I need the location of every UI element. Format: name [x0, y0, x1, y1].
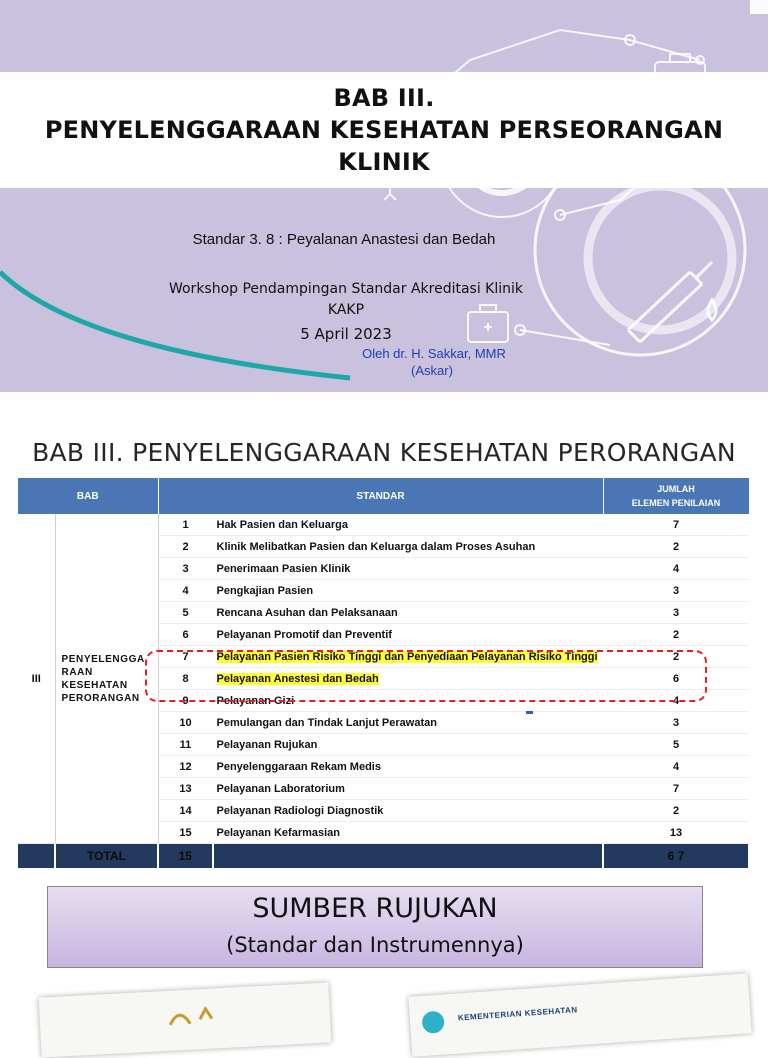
- standard-number: 9: [158, 690, 213, 712]
- section-name-line: PERORANGAN: [61, 692, 140, 704]
- element-count: 3: [603, 712, 749, 734]
- standard-name: Hak Pasien dan Keluarga: [216, 518, 348, 531]
- author-line: Oleh dr. H. Sakkar, MMR: [362, 346, 506, 361]
- blue-marker: [526, 711, 533, 714]
- slide-separator: [0, 392, 768, 412]
- emblem-icon: [39, 982, 331, 1037]
- reference-subtitle: (Standar dan Instrumennya): [226, 933, 524, 957]
- element-count: 13: [603, 822, 749, 844]
- total-blank-name: [213, 844, 604, 869]
- standard-number: 5: [158, 602, 213, 624]
- element-count: 7: [603, 514, 749, 536]
- highlighted-standard-name: Pelayanan Anestesi dan Bedah: [216, 672, 379, 685]
- reference-book-right: [408, 973, 751, 1057]
- standard-name: Pelayanan Rujukan: [216, 738, 318, 751]
- standard-name: Pelayanan Gizi: [216, 694, 295, 707]
- standard-name-cell: [213, 734, 604, 756]
- column-header-standar: STANDAR: [158, 478, 603, 514]
- column-header-jumlah-line1: JUMLAH: [657, 484, 695, 494]
- standard-number: 12: [158, 756, 213, 778]
- element-count: 4: [603, 756, 749, 778]
- standard-name-cell: [213, 514, 604, 536]
- element-count: 4: [603, 558, 749, 580]
- standard-number: 2: [158, 536, 213, 558]
- total-row: [18, 844, 749, 869]
- standard-name: Penyelenggaraan Rekam Medis: [216, 760, 381, 773]
- reference-title-box: [47, 886, 703, 968]
- element-count: 6: [603, 668, 749, 690]
- standard-name: Pengkajian Pasien: [216, 584, 314, 597]
- section-name-line: KESEHATAN: [61, 679, 128, 691]
- standard-number: 7: [158, 646, 213, 668]
- section-name-line: PENYELENGGA: [61, 653, 145, 665]
- author-alias: (Askar): [411, 363, 453, 378]
- column-header-jumlah-line2: ELEMEN PENILAIAN: [631, 498, 721, 508]
- standard-name: Pelayanan Promotif dan Preventif: [216, 628, 392, 641]
- standard-number: 1: [158, 514, 213, 536]
- highlighted-standard-name: Pelayanan Pasien Risiko Tinggi dan Penyediaan Pelayanan Risiko Tinggi: [216, 650, 598, 663]
- column-header-bab: BAB: [18, 478, 158, 514]
- standard-number: 11: [158, 734, 213, 756]
- element-count: 2: [603, 646, 749, 668]
- standard-name: Pemulangan dan Tindak Lanjut Perawatan: [216, 716, 437, 729]
- total-blank-cell: [18, 844, 55, 869]
- element-count: 5: [603, 734, 749, 756]
- element-count: 2: [603, 624, 749, 646]
- slide-title-line-3: KLINIK: [338, 148, 430, 176]
- table-slide-heading: BAB III. PENYELENGGARAAN KESEHATAN PERORANGAN: [32, 438, 736, 467]
- standard-name: Rencana Asuhan dan Pelaksanaan: [216, 606, 398, 619]
- highlight-dashed-outline: [145, 650, 707, 702]
- standard-number: 14: [158, 800, 213, 822]
- standard-name: Klinik Melibatkan Pasien dan Keluarga dalam Proses Asuhan: [216, 540, 536, 553]
- standard-number: 15: [158, 822, 213, 844]
- total-element-count: 6 7: [603, 844, 749, 869]
- standard-name-cell: [213, 602, 604, 624]
- element-count: 2: [603, 536, 749, 558]
- standard-number: 10: [158, 712, 213, 734]
- standard-name: Pelayanan Kefarmasian: [216, 826, 341, 839]
- total-label: TOTAL: [55, 844, 158, 869]
- standard-name-cell: [213, 800, 604, 822]
- standard-name-cell: [213, 822, 604, 844]
- table-row: [18, 514, 749, 536]
- reference-title: SUMBER RUJUKAN: [252, 893, 498, 924]
- date-line: 5 April 2023: [300, 325, 392, 343]
- ministry-logo-icon: [421, 1011, 444, 1034]
- standard-name: Pelayanan Radiologi Diagnostik: [216, 804, 384, 817]
- section-name-cell: [55, 514, 158, 844]
- element-count: 2: [603, 800, 749, 822]
- bab-number-cell: III: [18, 514, 55, 844]
- standard-name: Pelayanan Laboratorium: [216, 782, 345, 795]
- element-count: 3: [603, 602, 749, 624]
- slide-title-line-2: PENYELENGGARAAN KESEHATAN PERSEORANGAN: [44, 116, 724, 144]
- standard-name-cell: [213, 558, 604, 580]
- standard-name-cell: [213, 624, 604, 646]
- ministry-cover-text: KEMENTERIAN KESEHATAN: [457, 1005, 578, 1023]
- standard-number: 6: [158, 624, 213, 646]
- standard-subtitle: Standar 3. 8 : Peyalanan Anastesi dan Bedah: [192, 231, 496, 248]
- element-count: 4: [603, 690, 749, 712]
- title-slide: [0, 0, 768, 392]
- slide-title-line-1: BAB III.: [333, 84, 435, 112]
- organizer-line: KAKP: [327, 302, 365, 318]
- standard-number: 8: [158, 668, 213, 690]
- standard-name-cell: [213, 580, 604, 602]
- element-count: 3: [603, 580, 749, 602]
- element-count: 7: [603, 778, 749, 800]
- workshop-line: Workshop Pendampingan Standar Akreditasi Klinik: [168, 281, 524, 297]
- standard-number: 3: [158, 558, 213, 580]
- standard-name: Penerimaan Pasien Klinik: [216, 562, 351, 575]
- standard-number: 13: [158, 778, 213, 800]
- standard-name-cell: [213, 712, 604, 734]
- total-standard-count: 15: [158, 844, 213, 869]
- standard-name-cell: [213, 778, 604, 800]
- section-name-line: RAAN: [61, 666, 93, 678]
- standard-name-cell: [213, 536, 604, 558]
- column-header-jumlah: [603, 478, 749, 514]
- standard-number: 4: [158, 580, 213, 602]
- reference-book-left: [39, 982, 332, 1057]
- standard-name-cell: [213, 756, 604, 778]
